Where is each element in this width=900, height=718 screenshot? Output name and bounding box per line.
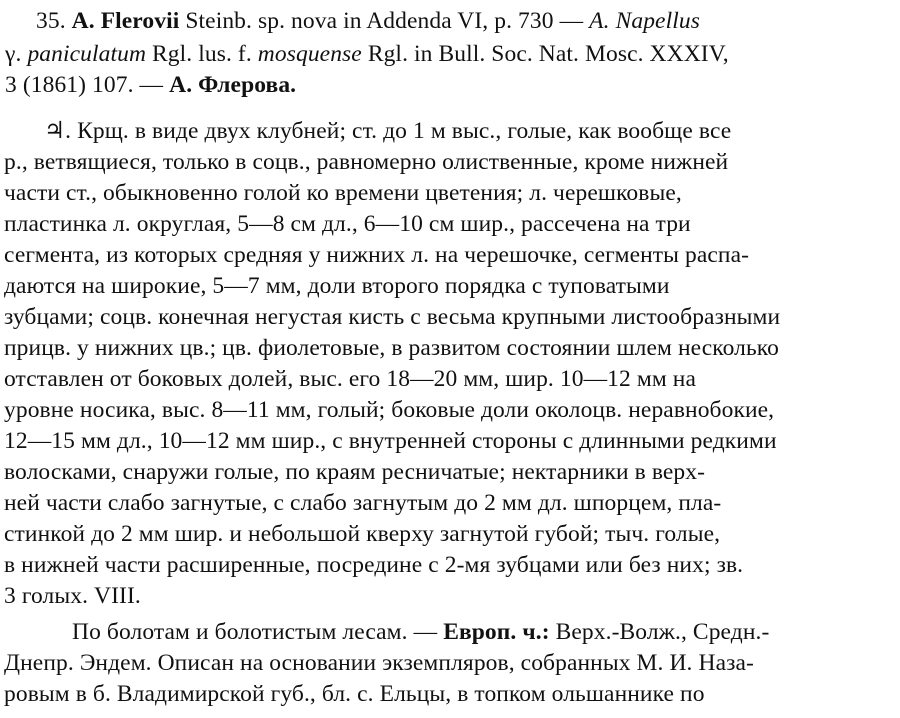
description-line: прицв. у нижних цв.; цв. фиолетовые, в развитом состоянии шлем несколько <box>4 335 779 361</box>
description-line: р., ветвящиеся, только в соцв., равномерно олиственные, кроме нижней <box>4 149 729 175</box>
habitat-start: По болотам и болотистым лесам. — <box>72 619 438 645</box>
habitat-line <box>72 617 769 647</box>
description-line: уровне носика, выс. 8—11 мм, голый; боковые доли околоцв. неравнобокие, <box>4 397 775 423</box>
description-line: пластинка л. округлая, 5—8 см дл., 6—10 см шир., рассечена на три <box>4 211 691 237</box>
description-line: в нижней части расширенные, посредине с 2-мя зубцами или без них; зв. <box>4 552 744 578</box>
habitat-line: ровым в б. Владимирской губ., бл. с. Ельцы, в топком ольшаннике по <box>4 681 705 707</box>
species-citation: Steinb. sp. nova in Addenda VI, p. 730 — <box>185 8 584 34</box>
species-name: A. Flerovii <box>71 8 180 34</box>
publication-reference: Rgl. in Bull. Soc. Nat. Mosc. XXXIV, <box>367 41 729 67</box>
description-line: волосками, снаружи голые, по краям ресничатые; нектарники в верх- <box>4 459 706 485</box>
description-line: ♃. Крщ. в виде двух клубней; ст. до 1 м выс., голые, как вообще все <box>44 118 732 144</box>
habitat-line: Днепр. Эндем. Описан на основании экземпляров, собранных М. И. Наза- <box>4 650 754 676</box>
region-list: Верх.-Волж., Средн.- <box>555 619 770 645</box>
variety-author: Rgl. lus. f. <box>152 41 252 67</box>
description-line: ней части слабо загнутые, с слабо загнутым до 2 мм дл. шпорцем, пла- <box>4 490 722 516</box>
russian-species-name: А. Флерова. <box>169 72 297 98</box>
species-number: 35. <box>36 8 66 34</box>
variety-name: paniculatum <box>27 41 147 67</box>
description-line: даются на широкие, 5—7 мм, доли второго порядка с туповатыми <box>4 273 670 299</box>
publication-year: 3 (1861) 107. — <box>5 72 164 98</box>
description-line: 3 голых. VIII. <box>4 583 141 609</box>
description-line: части ст., обыкновенно голой ко времени цветения; л. черешковые, <box>4 180 682 206</box>
form-name: mosquense <box>257 41 362 67</box>
description-line: стинкой до 2 мм шир. и небольшой кверху загнутой губой; тыч. голые, <box>4 521 721 547</box>
synonym-name: A. Napellus <box>589 8 700 34</box>
variety-prefix: γ. <box>5 41 22 67</box>
region-label: Европ. ч.: <box>443 619 550 645</box>
description-line: 12—15 мм дл., 10—12 мм шир., с внутренней стороны с длинными редкими <box>4 428 777 454</box>
description-line: отставлен от боковых долей, выс. его 18—20 мм, шир. 10—12 мм на <box>4 366 696 392</box>
description-line: сегмента, из которых средняя у нижних л. на черешочке, сегменты распа- <box>4 242 750 268</box>
description-line: зубцами; соцв. конечная негустая кисть с весьма крупными листообразными <box>4 304 781 330</box>
